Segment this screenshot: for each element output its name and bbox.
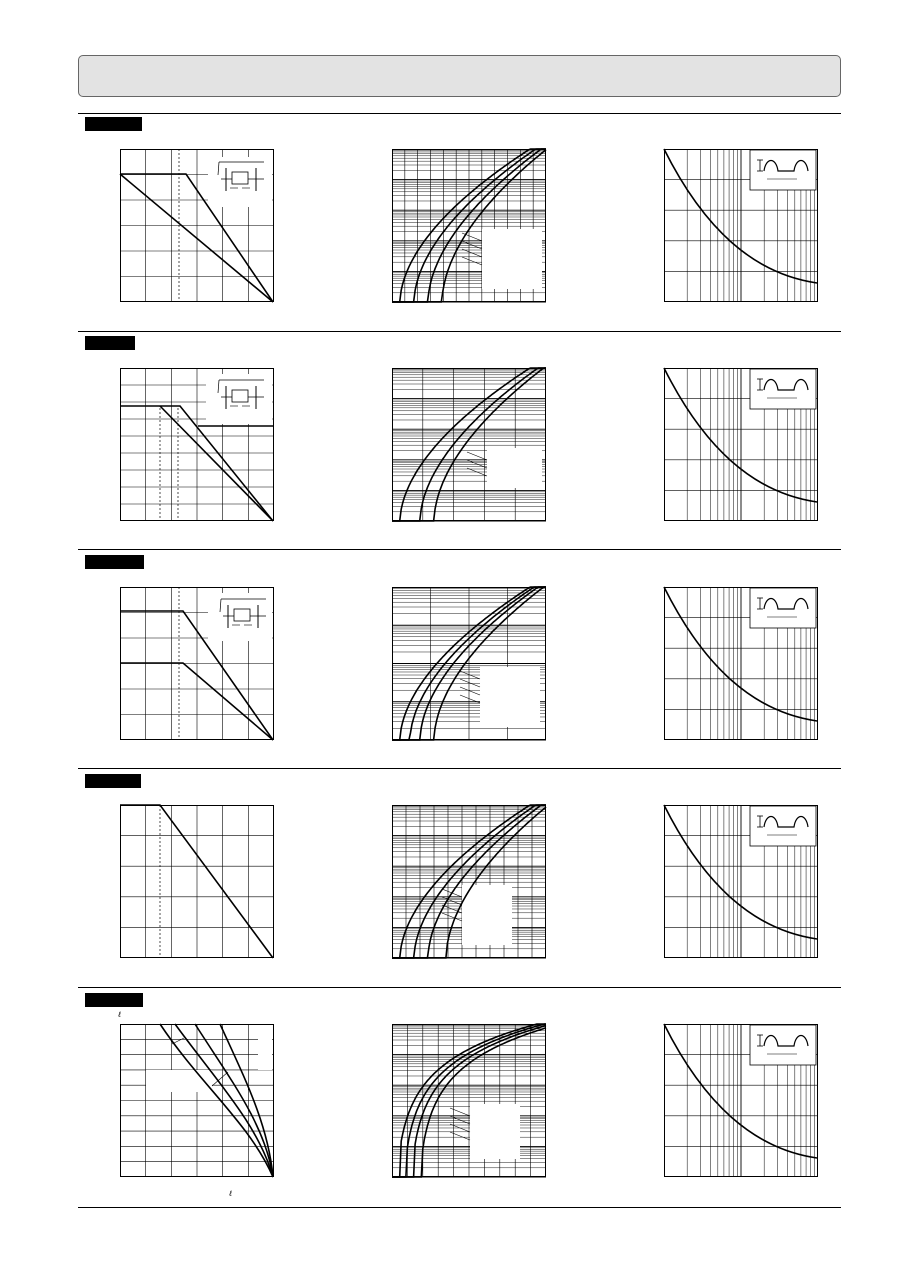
label-box [258,1028,272,1070]
section-tag [85,555,144,569]
section-rule [78,113,841,114]
diode-body-icon [232,390,248,402]
forward-characteristic-plot [392,805,546,958]
surge-current-plot [664,149,818,302]
section-rule [78,331,841,332]
forward-characteristic-plot [392,587,546,740]
section-rule [78,768,841,769]
section-tag [85,336,135,350]
surge-current-plot [664,368,818,521]
surge-current-plot [664,1024,818,1177]
derating-plot [120,149,274,302]
header-title-box [78,55,841,97]
derating-plot [120,1024,274,1177]
label-box [146,1070,212,1092]
forward-characteristic-plot [392,368,546,521]
temperature-label-box [487,448,542,488]
derating-plot [120,587,274,740]
stray-glyph: ℓ [229,1189,233,1198]
diode-body-icon [234,609,250,621]
temperature-label-box [462,885,512,945]
section-rule [78,987,841,988]
surge-current-plot [664,587,818,740]
section-tag [85,993,143,1007]
surge-current-plot [664,805,818,958]
temperature-label-box [470,1104,520,1159]
derating-plot [120,368,274,521]
section-rule [78,1207,841,1208]
derating-plot [120,805,274,958]
temperature-label-box [480,667,540,727]
stray-glyph: ℓ [118,1010,122,1019]
plot-frame [393,369,546,521]
forward-characteristic-plot [392,149,546,302]
forward-characteristic-plot [392,1024,546,1177]
section-tag [85,774,141,788]
section-tag [85,117,142,131]
temperature-label-box [482,229,542,289]
section-rule [78,549,841,550]
diode-body-icon [232,172,248,184]
